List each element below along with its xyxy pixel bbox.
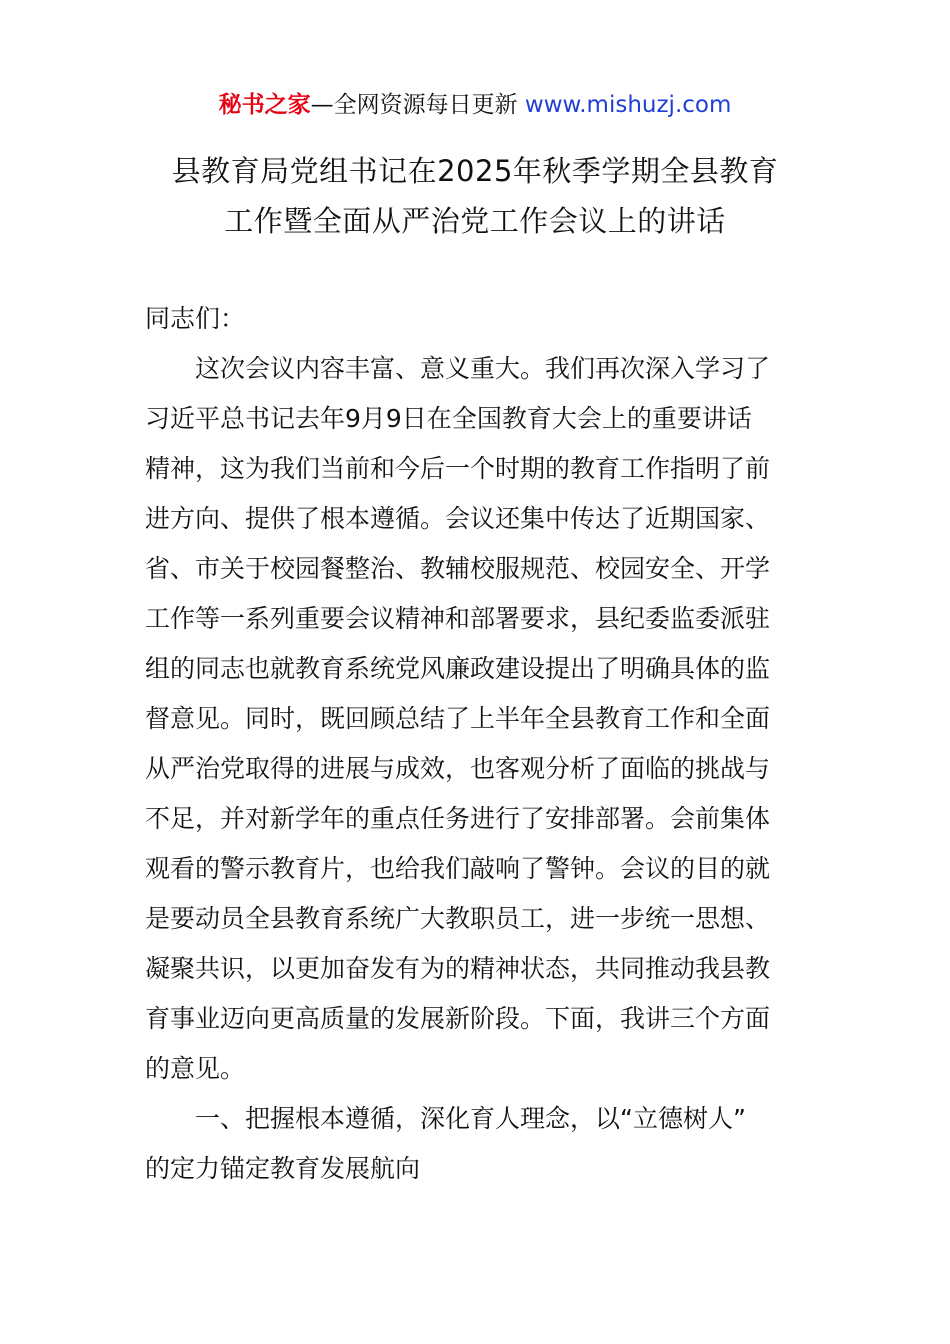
heading-line: 的定力锚定教育发展航向 — [145, 1154, 421, 1183]
paragraph-line: 这次会议内容丰富、意义重大。我们再次深入学习了 — [195, 354, 771, 383]
paragraph-line: 省、市关于校园餐整治、教辅校服规范、校园安全、开学 — [145, 554, 771, 583]
paragraph-line: 观看的警示教育片，也给我们敲响了警钟。会议的目的就 — [145, 854, 771, 883]
paragraph-line: 工作等一系列重要会议精神和部署要求，县纪委监委派驻 — [145, 604, 771, 633]
paragraph-line: 督意见。同时，既回顾总结了上半年全县教育工作和全面 — [145, 704, 771, 733]
paragraph-line: 进方向、提供了根本遵循。会议还集中传达了近期国家、 — [145, 504, 771, 533]
paragraph-line: 习近平总书记去年9月9日在全国教育大会上的重要讲话 — [145, 404, 752, 433]
paragraph-line: 不足，并对新学年的重点任务进行了安排部署。会前集体 — [145, 804, 771, 833]
document-body — [145, 294, 810, 1194]
title-line: 工作暨全面从严治党工作会议上的讲话 — [224, 204, 726, 238]
paragraph — [145, 344, 810, 1094]
document-title — [0, 146, 950, 246]
paragraph-line: 组的同志也就教育系统党风廉政建设提出了明确具体的监 — [145, 654, 771, 683]
site-url-link[interactable]: www.mishuzj.com — [524, 92, 732, 118]
paragraph-line: 是要动员全县教育系统广大教职员工，进一步统一思想、 — [145, 904, 771, 933]
paragraph-line: 凝聚共识，以更加奋发有为的精神状态，共同推动我县教 — [145, 954, 771, 983]
header-tagline: —全网资源每日更新 — [310, 92, 525, 118]
section-heading — [145, 1094, 810, 1194]
paragraph-line: 从严治党取得的进展与成效，也客观分析了面临的挑战与 — [145, 754, 771, 783]
paragraph-line: 精神，这为我们当前和今后一个时期的教育工作指明了前 — [145, 454, 771, 483]
paragraph-line: 的意见。 — [145, 1054, 246, 1083]
paragraph-line: 育事业迈向更高质量的发展新阶段。下面，我讲三个方面 — [145, 1004, 771, 1033]
greeting: 同志们： — [145, 304, 246, 333]
site-header — [0, 88, 950, 122]
brand-name: 秘书之家 — [218, 92, 311, 118]
heading-line: 一、把握根本遵循，深化育人理念，以“立德树人” — [195, 1104, 746, 1133]
title-line: 县教育局党组书记在2025年秋季学期全县教育 — [171, 154, 779, 188]
